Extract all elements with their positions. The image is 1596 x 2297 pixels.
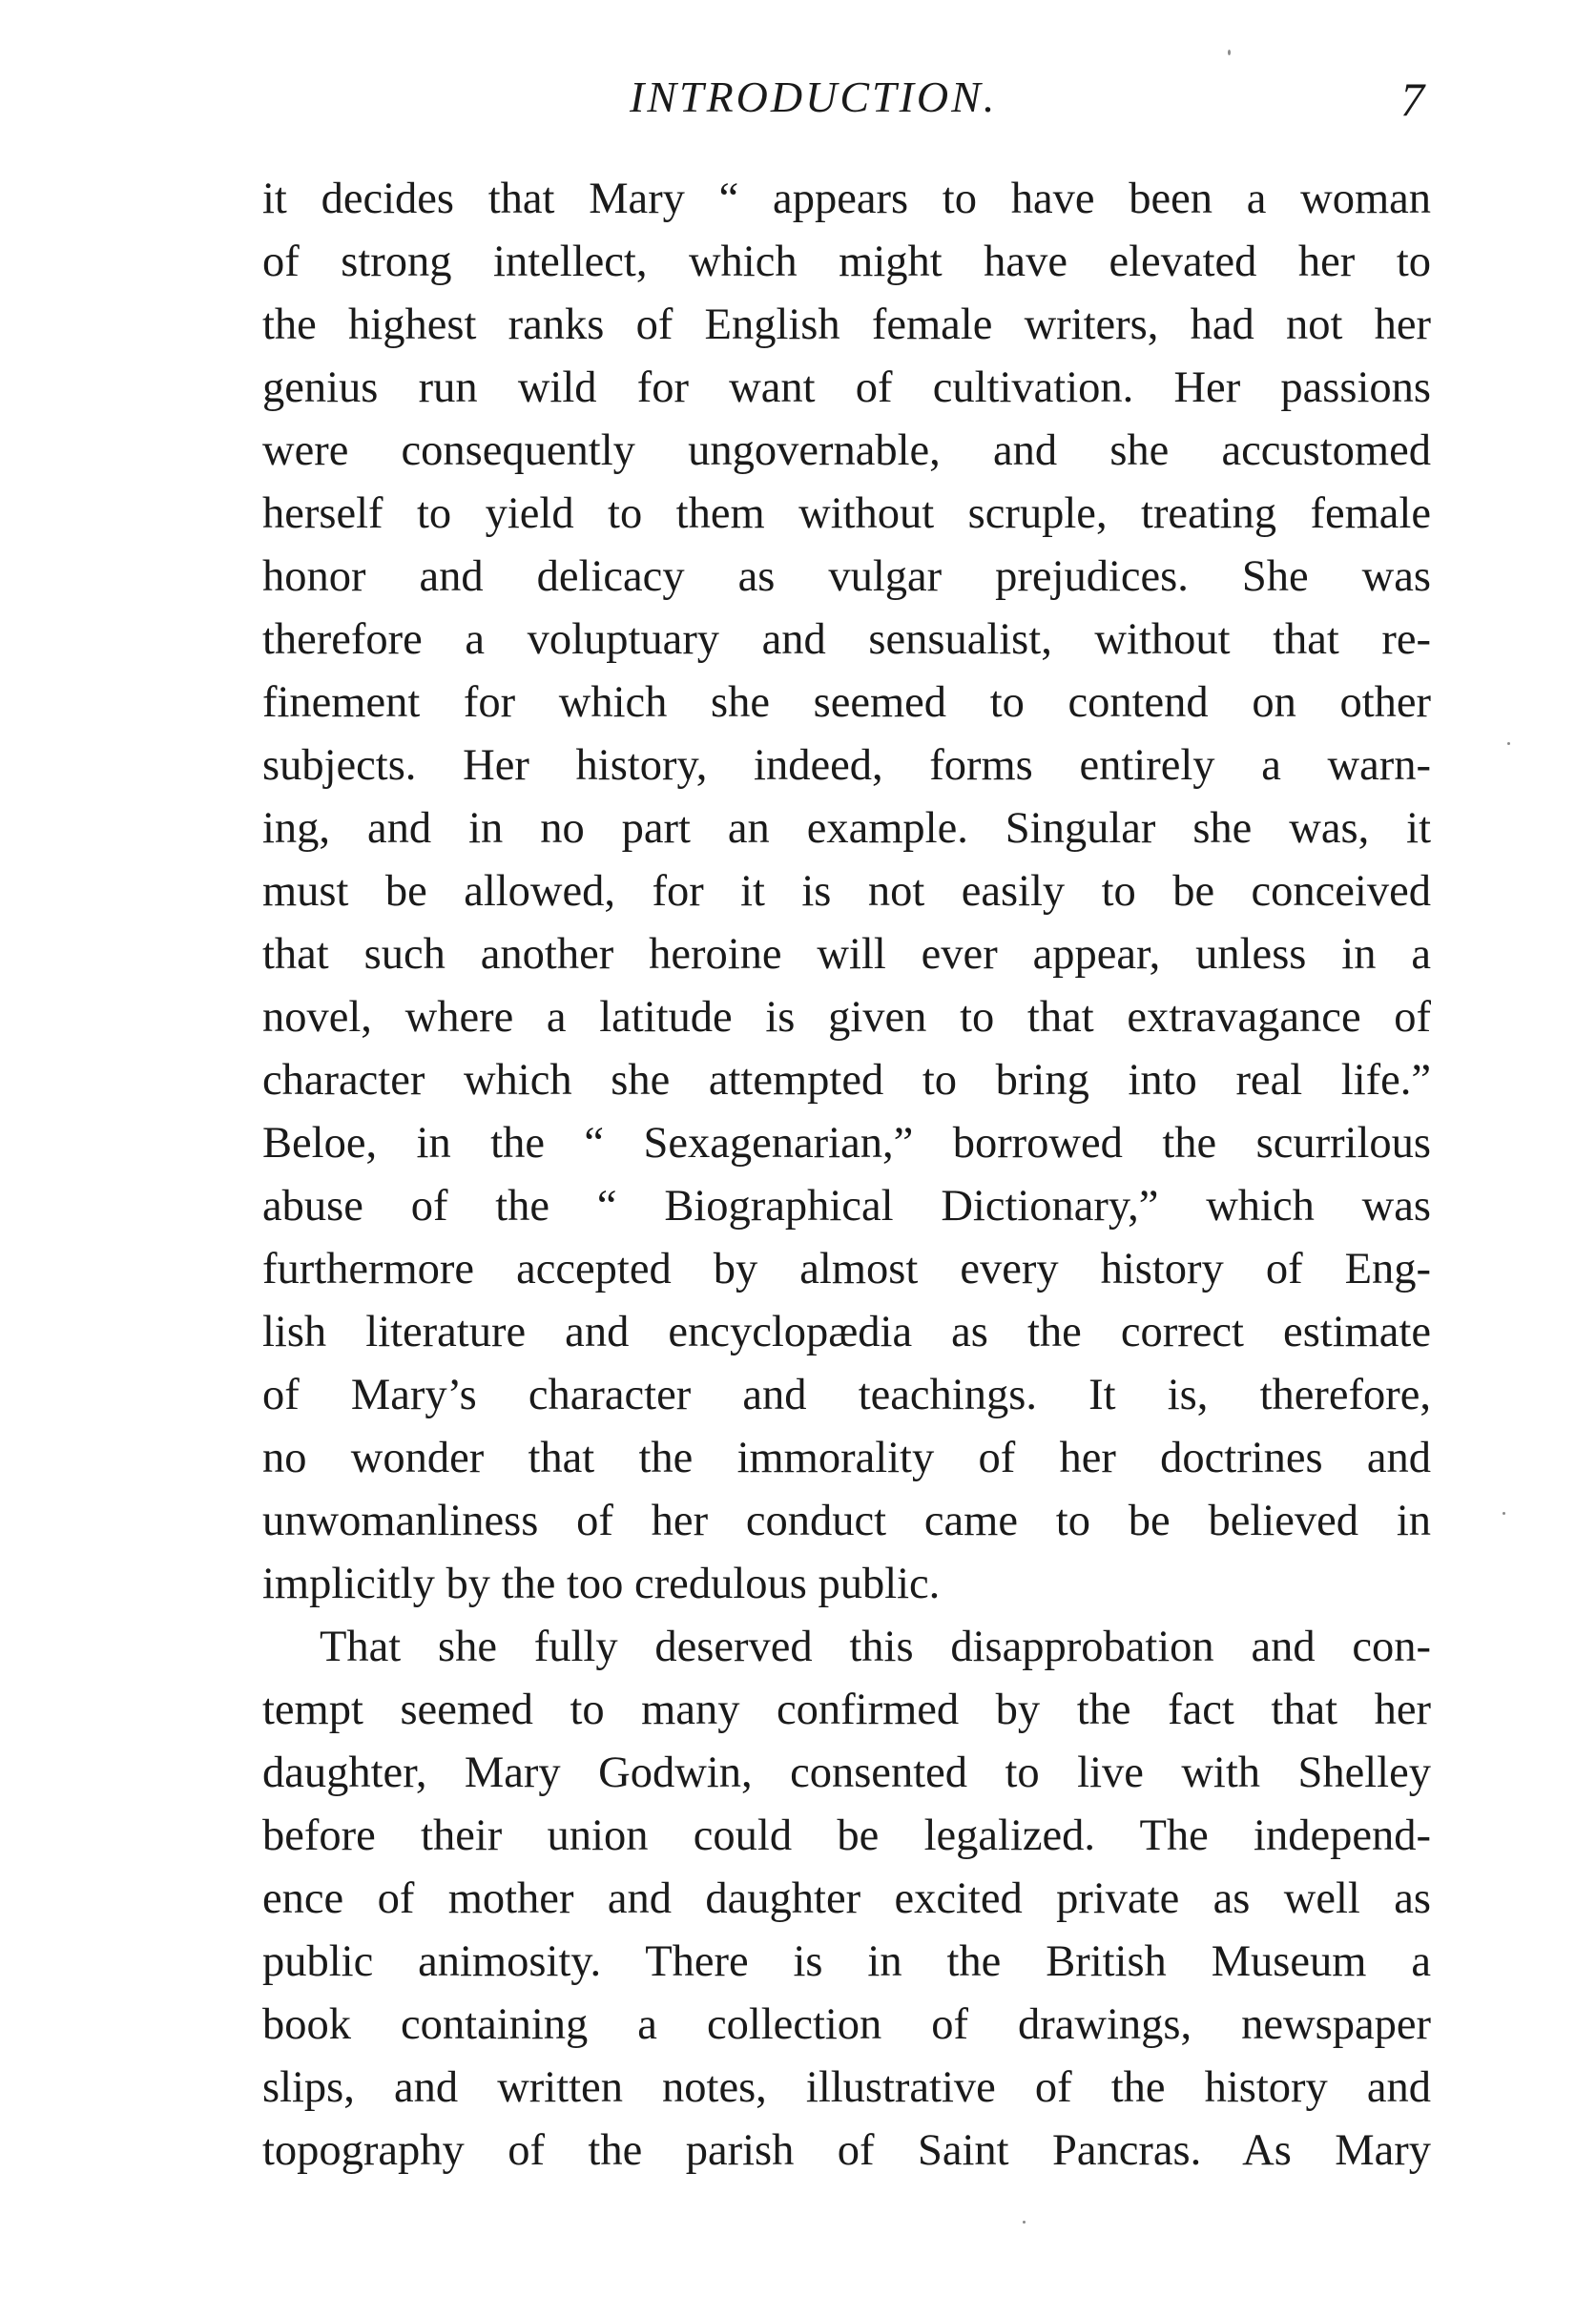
text-line: abuse of the “ Biographical Dictionary,” which was — [262, 1182, 1431, 1231]
text-line: must be allowed, for it is not easily to be conceived — [262, 867, 1431, 916]
text-line: subjects. Her history, indeed, forms entirely a warn- — [262, 741, 1431, 790]
text-line: that such another heroine will ever appear, unless in a — [262, 930, 1431, 979]
text-line: ing, and in no part an example. Singular she was, it — [262, 804, 1431, 853]
running-title: INTRODUCTION. — [630, 72, 998, 121]
text-line: lish literature and encyclopædia as the correct estimate — [262, 1308, 1431, 1356]
text-line: implicitly by the too credulous public. — [262, 1560, 941, 1608]
scan-speck — [1503, 1512, 1505, 1515]
text-line: public animosity. There is in the British Museum a — [262, 1937, 1431, 1986]
text-line: slips, and written notes, illustrative of the history and — [262, 2063, 1431, 2112]
scan-speck — [1023, 2221, 1026, 2224]
text-line: therefore a voluptuary and sensualist, without that re- — [262, 615, 1431, 664]
text-line: novel, where a latitude is given to that extravagance of — [262, 993, 1431, 1042]
scan-speck — [1507, 742, 1510, 745]
text-line: were consequently ungovernable, and she accustomed — [262, 426, 1431, 475]
text-line: honor and delicacy as vulgar prejudices. She was — [262, 552, 1431, 601]
text-line: genius run wild for want of cultivation. Her passions — [262, 363, 1431, 412]
text-line: character which she attempted to bring into real life.” — [262, 1056, 1431, 1105]
page-number: 7 — [1400, 72, 1424, 126]
text-line: no wonder that the immorality of her doctrines and — [262, 1434, 1431, 1482]
text-line: of Mary’s character and teachings. It is, therefore, — [262, 1371, 1431, 1419]
text-line: topography of the parish of Saint Pancras. As Mary — [262, 2126, 1431, 2175]
body-text — [262, 168, 1431, 2183]
text-line: herself to yield to them without scruple, treating female — [262, 489, 1431, 538]
paragraph-1 — [262, 168, 1431, 1616]
text-line: book containing a collection of drawings, newspaper — [262, 2000, 1431, 2049]
text-line: daughter, Mary Godwin, consented to live with Shelley — [262, 1749, 1431, 1797]
running-head — [0, 69, 1596, 126]
text-line: finement for which she seemed to contend on other — [262, 678, 1431, 727]
text-line: it decides that Mary “ appears to have been a woman — [262, 175, 1431, 223]
text-line: ence of mother and daughter excited private as well as — [262, 1874, 1431, 1923]
text-line: tempt seemed to many confirmed by the fact that her — [262, 1686, 1431, 1734]
text-line: That she fully deserved this disapprobation and con- — [320, 1623, 1431, 1671]
text-line: unwomanliness of her conduct came to be believed in — [262, 1497, 1431, 1545]
text-line: before their union could be legalized. The independ- — [262, 1811, 1431, 1860]
text-line: the highest ranks of English female writers, had not her — [262, 300, 1431, 349]
paragraph-2 — [262, 1616, 1431, 2183]
text-line: of strong intellect, which might have elevated her to — [262, 238, 1431, 286]
text-line: furthermore accepted by almost every history of Eng- — [262, 1245, 1431, 1293]
text-line: Beloe, in the “ Sexagenarian,” borrowed the scurrilous — [262, 1119, 1431, 1168]
scan-speck — [1228, 50, 1231, 55]
